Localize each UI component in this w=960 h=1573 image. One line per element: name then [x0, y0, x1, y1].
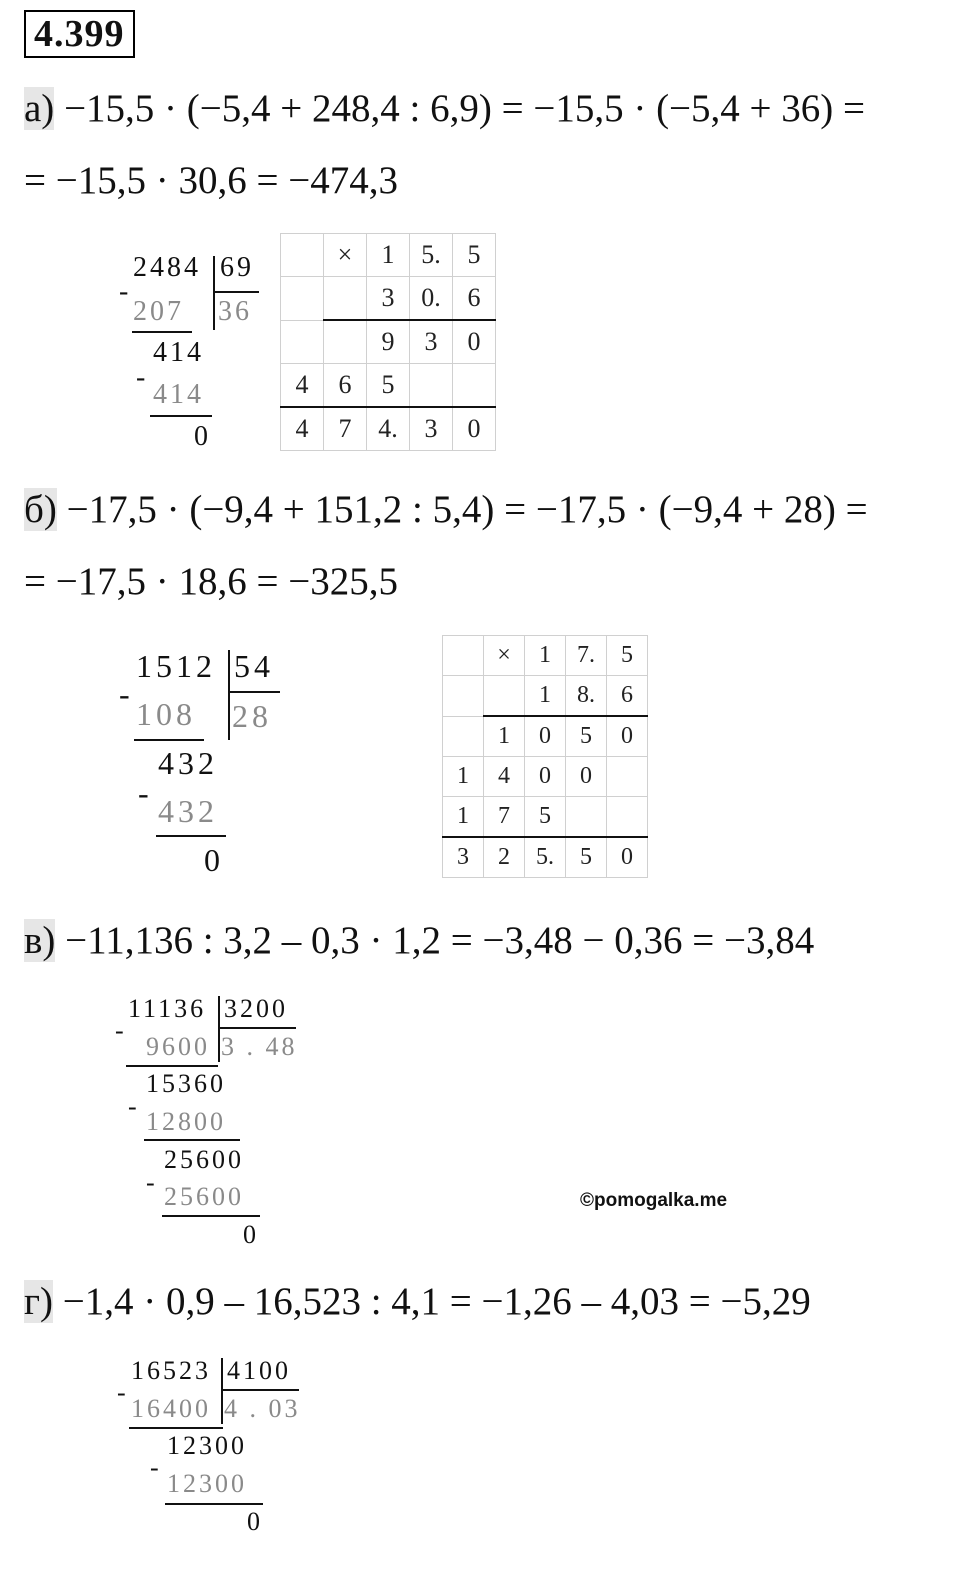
- subtraction-line: [156, 835, 226, 837]
- grid-cell: [566, 797, 607, 838]
- multiply-sign: ×: [324, 234, 367, 277]
- grid-cell: 8.: [566, 676, 607, 717]
- grid-row: [281, 407, 496, 451]
- divisor: 4100: [227, 1356, 291, 1385]
- part-b-multiplication-grid: [442, 635, 648, 878]
- part-v-line1-text: −11,136 : 3,2 – 0,3 · 1,2 = −3,48 − 0,36 = −3,84: [55, 919, 815, 962]
- divisor: 3200: [224, 994, 288, 1023]
- part-a-equation-line2: = −15,5 · 30,6 = −474,3: [24, 159, 398, 202]
- step-remainder: 12300: [167, 1431, 247, 1460]
- grid-cell: 7: [484, 797, 525, 838]
- grid-cell: 5: [453, 234, 496, 277]
- minus-sign: -: [117, 1378, 129, 1407]
- part-a-multiplication-grid: [280, 233, 496, 451]
- minus-sign: -: [136, 362, 149, 393]
- grid-cell: 0: [525, 716, 566, 757]
- grid-row: [443, 837, 648, 878]
- task-number: 4.399: [24, 10, 135, 58]
- final-remainder: 0: [243, 1220, 259, 1249]
- step-subtrahend: 108: [136, 696, 196, 732]
- grid-cell: 0: [566, 757, 607, 797]
- step-subtrahend: 207: [133, 296, 184, 327]
- grid-row: [443, 797, 648, 838]
- grid-cell: 0: [525, 757, 566, 797]
- grid-cell: 3: [410, 407, 453, 451]
- dividend: 1512: [136, 648, 216, 684]
- grid-cell: 0: [607, 837, 648, 878]
- divisor: 54: [234, 648, 274, 684]
- grid-cell: 1: [484, 716, 525, 757]
- step-subtrahend: 25600: [164, 1182, 244, 1211]
- grid-cell: [484, 676, 525, 717]
- grid-cell: [281, 320, 324, 364]
- subtraction-line: [132, 331, 192, 333]
- dividend: 16523: [131, 1356, 211, 1385]
- grid-cell: [281, 277, 324, 321]
- grid-cell: 5: [525, 797, 566, 838]
- division-bar-vertical: [221, 1358, 223, 1424]
- quotient: 28: [232, 698, 272, 734]
- division-bar-vertical: [218, 996, 220, 1062]
- dividend: 2484: [133, 252, 201, 283]
- grid-cell: 7.: [566, 636, 607, 676]
- grid-cell: 4.: [367, 407, 410, 451]
- final-remainder: 0: [204, 842, 224, 878]
- minus-sign: -: [119, 676, 134, 712]
- final-remainder: 0: [194, 421, 211, 452]
- subtraction-line: [134, 739, 204, 741]
- grid-cell: 3: [410, 320, 453, 364]
- part-g-line1-text: −1,4 · 0,9 – 16,523 : 4,1 = −1,26 – 4,03 = −5,29: [52, 1280, 811, 1323]
- step-remainder: 414: [153, 337, 204, 368]
- step-subtrahend: 9600: [146, 1032, 210, 1061]
- grid-cell: 7: [324, 407, 367, 451]
- grid-cell: [443, 716, 484, 757]
- grid-cell: 2: [484, 837, 525, 878]
- part-g-equation-line1: [24, 1279, 811, 1325]
- grid-cell: [607, 757, 648, 797]
- step-subtrahend: 12300: [167, 1469, 247, 1498]
- step-remainder: 432: [158, 745, 218, 781]
- quotient: 36: [218, 296, 252, 327]
- division-bar-horizontal: [223, 1389, 299, 1391]
- grid-cell: 6: [453, 277, 496, 321]
- grid-cell: 5: [367, 364, 410, 408]
- grid-cell: 9: [367, 320, 410, 364]
- minus-sign: -: [150, 1453, 162, 1482]
- division-bar-vertical: [213, 256, 215, 330]
- grid-cell: 3: [367, 277, 410, 321]
- grid-row: [281, 364, 496, 408]
- part-b-equation-line2: = −17,5 · 18,6 = −325,5: [24, 560, 398, 603]
- grid-cell: 0: [453, 320, 496, 364]
- dividend: 11136: [128, 994, 207, 1023]
- divisor: 69: [220, 252, 254, 283]
- grid-row: [443, 676, 648, 717]
- part-g-label: г): [24, 1280, 53, 1323]
- grid-row: [281, 277, 496, 321]
- part-b-equation-line1: [24, 487, 868, 533]
- subtraction-line: [162, 1215, 260, 1217]
- step-subtrahend: 12800: [146, 1107, 226, 1136]
- part-a-line1-text: −15,5 · (−5,4 + 248,4 : 6,9) = −15,5 · (−5,4 + 36) =: [54, 87, 866, 130]
- minus-sign: -: [138, 775, 153, 811]
- grid-row: [443, 716, 648, 757]
- grid-row: [281, 320, 496, 364]
- grid-cell: [443, 636, 484, 676]
- grid-cell: [324, 277, 367, 321]
- grid-cell: 4: [484, 757, 525, 797]
- grid-cell: [324, 320, 367, 364]
- grid-cell: [410, 364, 453, 408]
- subtraction-line: [165, 1503, 263, 1505]
- subtraction-line: [150, 415, 212, 417]
- grid-cell: [443, 676, 484, 717]
- grid-cell: 4: [281, 364, 324, 408]
- step-subtrahend: 414: [153, 379, 204, 410]
- watermark: ©pomogalka.me: [580, 1190, 728, 1211]
- grid-cell: 1: [443, 757, 484, 797]
- grid-cell: 5: [607, 636, 648, 676]
- part-a-label: а): [24, 87, 55, 130]
- minus-sign: -: [146, 1168, 158, 1197]
- step-subtrahend: 432: [158, 793, 218, 829]
- step-remainder: 15360: [146, 1069, 226, 1098]
- grid-cell: 5: [566, 837, 607, 878]
- grid-cell: 5: [566, 716, 607, 757]
- minus-sign: -: [115, 1016, 127, 1045]
- minus-sign: -: [119, 276, 132, 307]
- multiply-sign: ×: [484, 636, 525, 676]
- grid-cell: 1: [367, 234, 410, 277]
- grid-cell: 0: [607, 716, 648, 757]
- subtraction-line: [126, 1065, 218, 1067]
- step-subtrahend: 16400: [131, 1394, 211, 1423]
- grid-cell: [281, 234, 324, 277]
- grid-cell: [453, 364, 496, 408]
- minus-sign: -: [128, 1092, 140, 1121]
- grid-row: [281, 234, 496, 277]
- division-bar-horizontal: [215, 291, 259, 293]
- grid-row: [443, 757, 648, 797]
- subtraction-line: [144, 1139, 240, 1141]
- grid-row: [443, 636, 648, 676]
- part-a-equation-line1: [24, 86, 865, 132]
- grid-cell: 1: [525, 676, 566, 717]
- grid-cell: 1: [443, 797, 484, 838]
- part-v-equation-line1: [24, 918, 814, 964]
- quotient: 4 . 03: [224, 1394, 301, 1423]
- grid-cell: 5.: [525, 837, 566, 878]
- part-v-label: в): [24, 919, 56, 962]
- grid-cell: 4: [281, 407, 324, 451]
- subtraction-line: [129, 1427, 223, 1429]
- grid-cell: [607, 797, 648, 838]
- grid-cell: 0.: [410, 277, 453, 321]
- division-bar-horizontal: [230, 691, 280, 693]
- division-bar-vertical: [228, 650, 230, 740]
- grid-cell: 5.: [410, 234, 453, 277]
- grid-cell: 1: [525, 636, 566, 676]
- grid-cell: 3: [443, 837, 484, 878]
- quotient: 3 . 48: [221, 1032, 298, 1061]
- grid-cell: 6: [324, 364, 367, 408]
- part-b-line1-text: −17,5 · (−9,4 + 151,2 : 5,4) = −17,5 · (−9,4 + 28) =: [56, 488, 868, 531]
- part-b-label: б): [24, 488, 57, 531]
- step-remainder: 25600: [164, 1145, 244, 1174]
- division-bar-horizontal: [220, 1027, 296, 1029]
- final-remainder: 0: [247, 1507, 263, 1536]
- grid-cell: 0: [453, 407, 496, 451]
- grid-cell: 6: [607, 676, 648, 717]
